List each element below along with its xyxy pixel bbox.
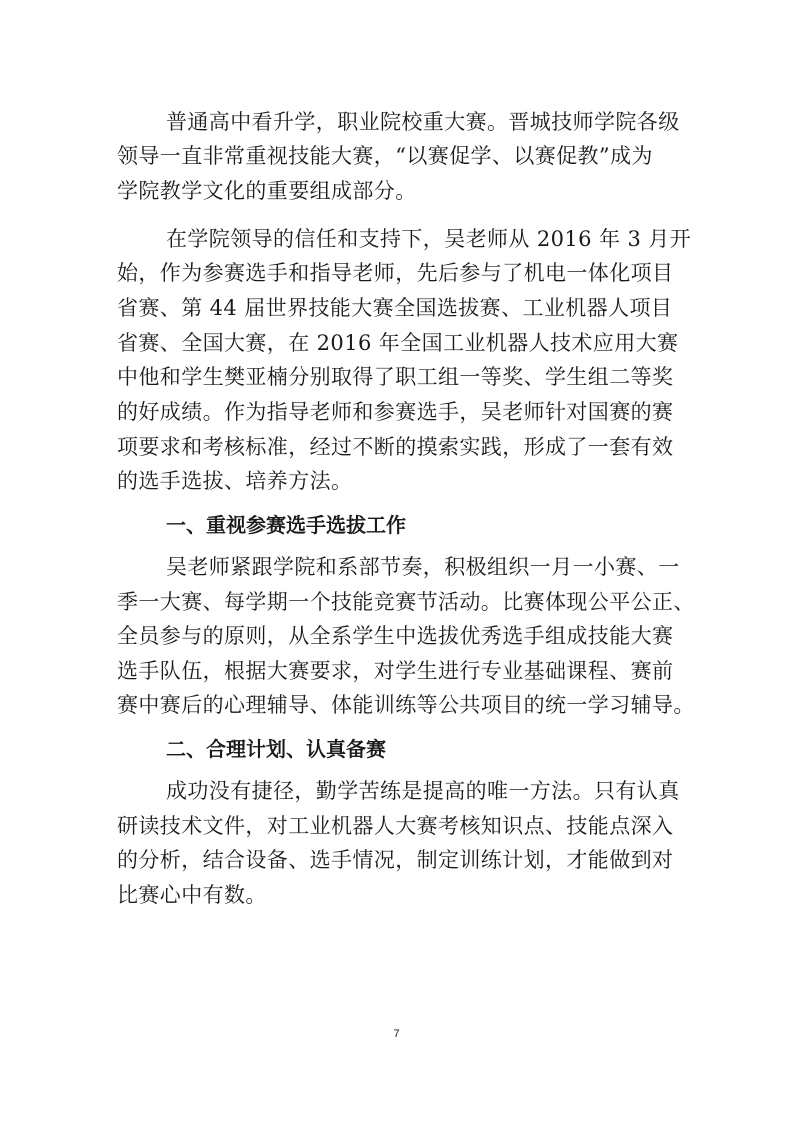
paragraph-line: 中他和学生樊亚楠分别取得了职工组一等奖、学生组二等奖 <box>117 365 674 389</box>
paragraph-line: 的分析，结合设备、选手情况，制定训练计划，才能做到对 <box>117 848 674 872</box>
paragraph-line: 省赛、第 44 届世界技能大赛全国选拔赛、工业机器人项目 <box>117 296 673 320</box>
paragraph-line: 赛中赛后的心理辅导、体能训练等公共项目的统一学习辅导。 <box>117 693 695 717</box>
paragraph-line: 吴老师紧跟学院和系部节奏，积极组织一月一小赛、一 <box>166 555 680 579</box>
paragraph-line: 比赛心中有数。 <box>117 883 267 907</box>
page-number: 7 <box>393 1028 400 1040</box>
paragraph-line: 在学院领导的信任和支持下，吴老师从 2016 年 3 月开 <box>166 227 692 251</box>
paragraph-line: 的选手选拔、培养方法。 <box>117 469 353 493</box>
section-heading: 一、重视参赛选手选拔工作 <box>166 513 406 537</box>
paragraph-line: 选手队伍，根据大赛要求，对学生进行专业基础课程、赛前 <box>117 659 674 683</box>
paragraph-line: 省赛、全国大赛，在 2016 年全国工业机器人技术应用大赛 <box>117 331 679 355</box>
paragraph-line: 普通高中看升学，职业院校重大赛。晋城技师学院各级 <box>166 110 680 134</box>
section-heading: 二、合理计划、认真备赛 <box>166 737 386 761</box>
paragraph-line: 研读技术文件，对工业机器人大赛考核知识点、技能点深入 <box>117 814 674 838</box>
paragraph-line: 项要求和考核标准，经过不断的摸索实践，形成了一套有效 <box>117 435 674 459</box>
paragraph-line: 成功没有捷径，勤学苦练是提高的唯一方法。只有认真 <box>166 779 680 803</box>
paragraph-line: 学院教学文化的重要组成部分。 <box>117 179 417 203</box>
paragraph-line: 全员参与的原则，从全系学生中选拔优秀选手组成技能大赛 <box>117 624 674 648</box>
paragraph-line: 季一大赛、每学期一个技能竞赛节活动。比赛体现公平公正、 <box>117 590 695 614</box>
paragraph-line: 的好成绩。作为指导老师和参赛选手，吴老师针对国赛的赛 <box>117 400 674 424</box>
paragraph-line: 始，作为参赛选手和指导老师，先后参与了机电一体化项目 <box>117 261 674 285</box>
paragraph-line: 领导一直非常重视技能大赛，“以赛促学、以赛促教”成为 <box>117 144 653 168</box>
